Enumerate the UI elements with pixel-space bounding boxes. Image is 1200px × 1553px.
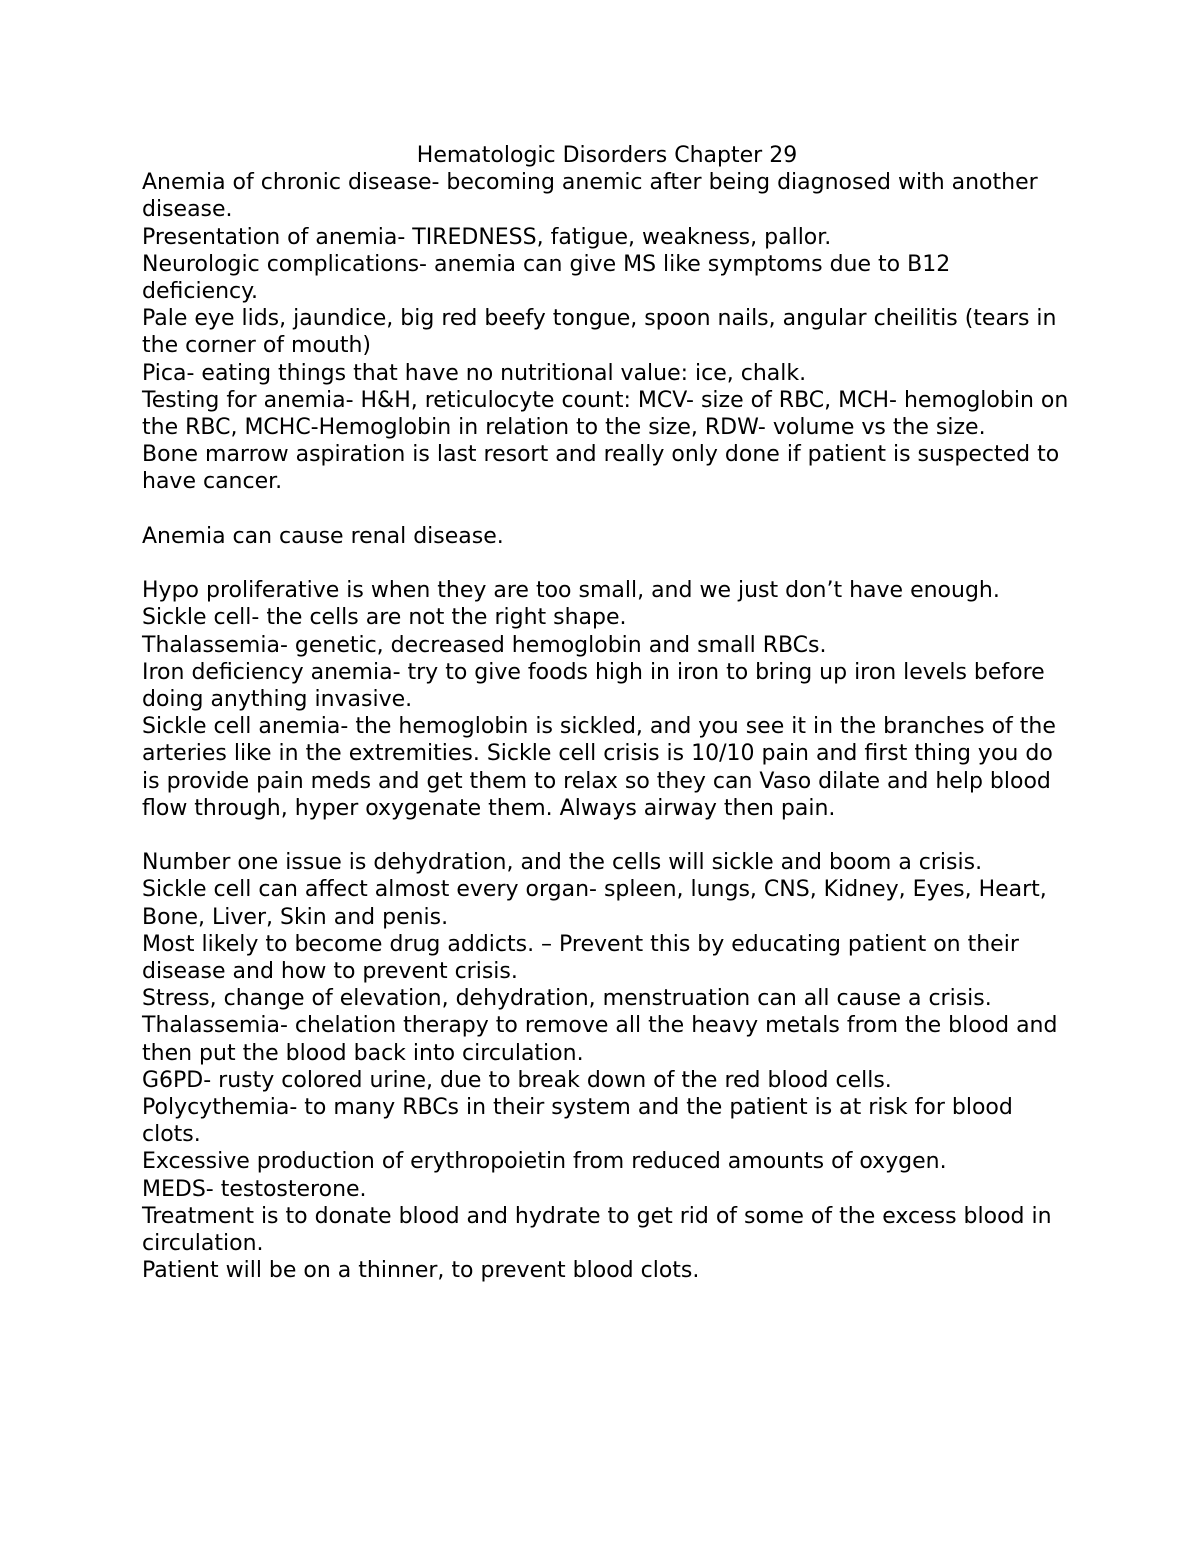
paragraph: Number one issue is dehydration, and the cells will sickle and boom a crisis. [142, 850, 983, 876]
section-anemia-types [142, 577, 1072, 822]
paragraph: Polycythemia- to many RBCs in their system and the patient is at risk for blood clots. [142, 1095, 1013, 1148]
document-title: Hematologic Disorders Chapter 29 [416, 143, 798, 168]
section-anemia-overview [142, 169, 1072, 495]
paragraph: Anemia of chronic disease- becoming anemic after being diagnosed with another disease. [142, 170, 1038, 223]
paragraph: Sickle cell- the cells are not the right shape. [142, 605, 627, 631]
paragraph: Anemia can cause renal disease. [142, 523, 504, 549]
paragraph: Testing for anemia- H&H, reticulocyte count: MCV- size of RBC, MCH- hemoglobin on the RBC, MCHC-Hemoglobin in relation to the size, RDW- volume vs the size. [142, 387, 1069, 441]
section-sickle-cell-and-other [142, 849, 1072, 1284]
blank-line [142, 822, 1072, 849]
paragraph: Thalassemia- genetic, decreased hemoglobin and small RBCs. [142, 632, 827, 658]
paragraph: Pica- eating things that have no nutritional value: ice, chalk. [142, 360, 807, 386]
paragraph: MEDS- testosterone. [142, 1176, 367, 1202]
document-body [142, 142, 1072, 1284]
paragraph: Sickle cell anemia- the hemoglobin is sickled, and you see it in the branches of the arteries like in the extremities. Sickle cell crisis is 10/10 pain and first thing you do is provide pain meds and get them to relax so they can Vaso dilate and help blood flow through, hyper oxygenate them. Always airway then pain. [142, 714, 1056, 821]
blank-line [142, 496, 1072, 523]
paragraph: Pale eye lids, jaundice, big red beefy tongue, spoon nails, angular cheilitis (tears in the corner of mouth) [142, 306, 1057, 359]
paragraph: Presentation of anemia- TIREDNESS, fatigue, weakness, pallor. [142, 224, 832, 250]
paragraph: Treatment is to donate blood and hydrate to get rid of some of the excess blood in circulation. [142, 1203, 1052, 1257]
section-renal [142, 523, 1072, 550]
paragraph: Thalassemia- chelation therapy to remove all the heavy metals from the blood and then put the blood back into circulation. [142, 1013, 1058, 1066]
paragraph: Excessive production of erythropoietin from reduced amounts of oxygen. [142, 1149, 947, 1175]
paragraph: Hypo proliferative is when they are too small, and we just don’t have enough. [142, 578, 1000, 604]
blank-line [142, 550, 1072, 577]
paragraph: Iron deficiency anemia- try to give foods high in iron to bring up iron levels before doing anything invasive. [142, 659, 1045, 713]
paragraph: Patient will be on a thinner, to prevent blood clots. [142, 1258, 700, 1284]
paragraph: Sickle cell can affect almost every organ- spleen, lungs, CNS, Kidney, Eyes, Heart, Bone, Liver, Skin and penis. [142, 877, 1047, 930]
paragraph: Most likely to become drug addicts. – Prevent this by educating patient on their disease and how to prevent crisis. [142, 931, 1019, 985]
paragraph: Stress, change of elevation, dehydration, menstruation can all cause a crisis. [142, 986, 992, 1012]
paragraph: G6PD- rusty colored urine, due to break down of the red blood cells. [142, 1067, 892, 1093]
paragraph: Neurologic complications- anemia can give MS like symptoms due to B12 deficiency. [142, 251, 951, 305]
paragraph: Bone marrow aspiration is last resort and really only done if patient is suspected to have cancer. [142, 442, 1060, 495]
